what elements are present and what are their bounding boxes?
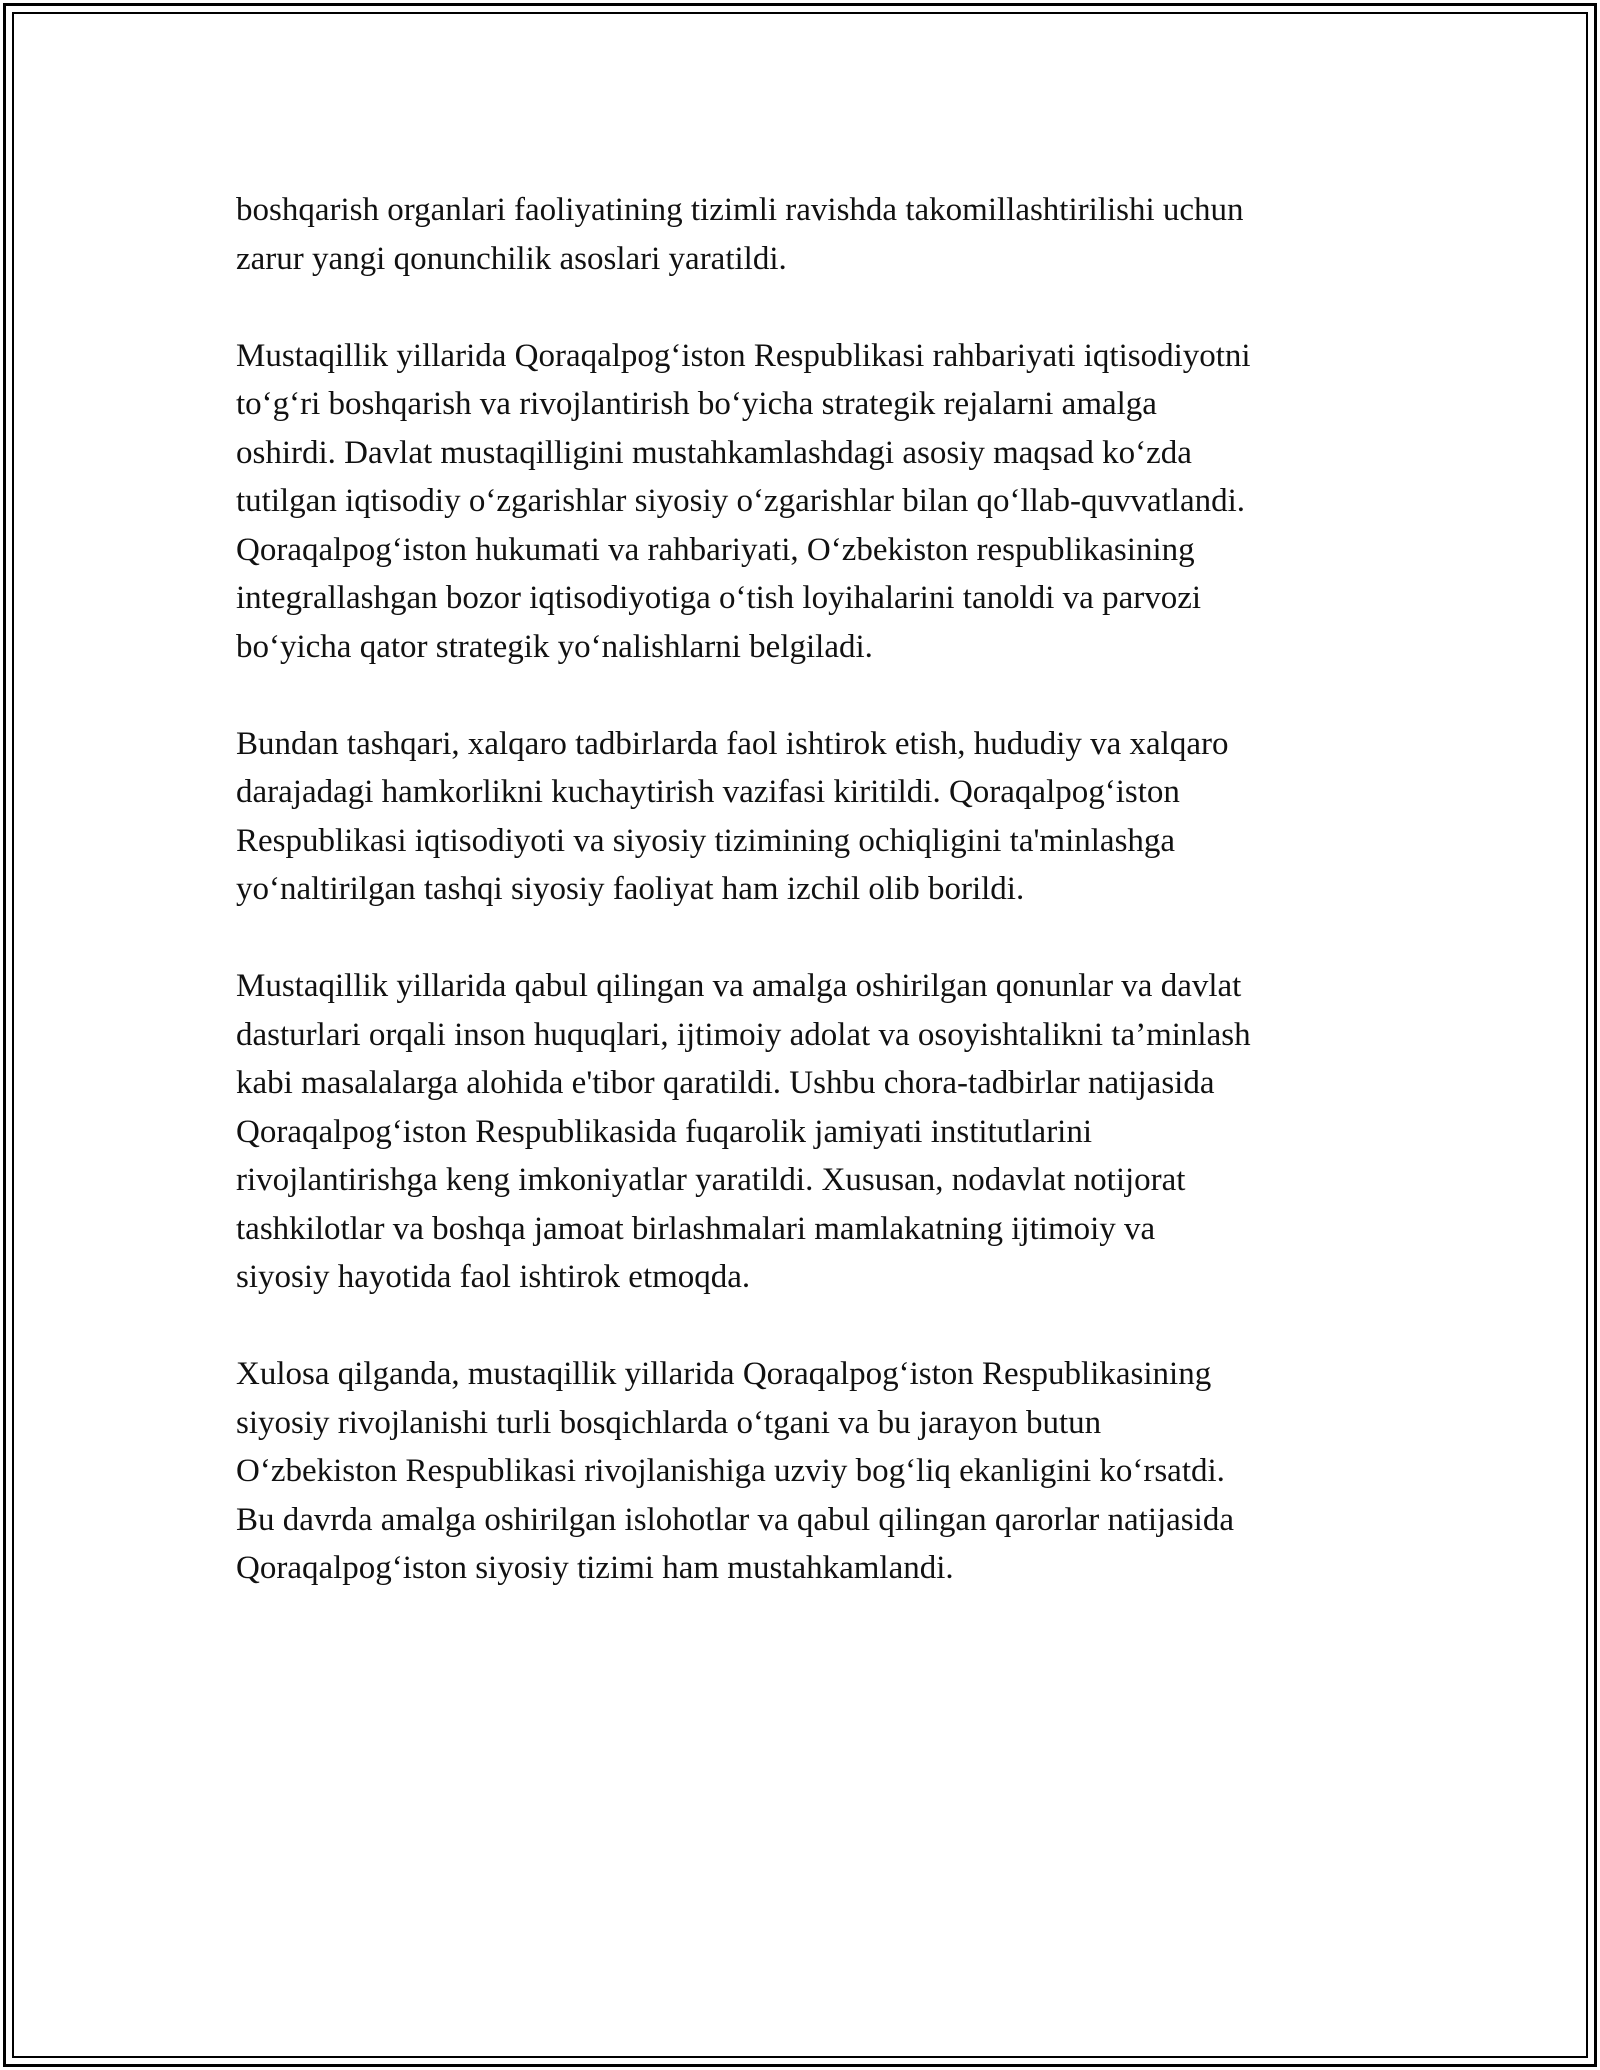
paragraph-4: Mustaqillik yillarida qabul qilingan va amalga oshirilgan qonunlar va davlat dasturlari orqali inson huquqlari, ijtimoiy adolat va osoyishtalikni ta’minlash kabi masalalarga alohida e'tibor qaratildi. Ushbu chora-tadbirlar natijasida Qoraqalpog‘iston Respublikasida fuqarolik jamiyati institutlarini rivojlantirishga keng imkoniyatlar yaratildi. Xususan, nodavlat notijorat tashkilotlar va boshqa jamoat birlashmalari mamlakatning ijtimoiy va siyosiy hayotida faol ishtirok etmoqda.: [236, 968, 1251, 1295]
paragraph-3: Bundan tashqari, xalqaro tadbirlarda faol ishtirok etish, hududiy va xalqaro darajadagi hamkorlikni kuchaytirish vazifasi kiritildi. Qoraqalpog‘iston Respublikasi iqtisodiyoti va siyosiy tizimining ochiqligini ta'minlashga yo‘naltirilgan tashqi siyosiy faoliyat ham izchil olib borildi.: [236, 725, 1229, 907]
paragraph-5: Xulosa qilganda, mustaqillik yillarida Qoraqalpog‘iston Respublikasining siyosiy rivojlanishi turli bosqichlarda o‘tgani va bu jarayon butun O‘zbekiston Respublikasi rivojlanishiga uzviy bog‘liq ekanligini ko‘rsatdi. Bu davrda amalga oshirilgan islohotlar va qabul qilingan qarorlar natijasida Qoraqalpog‘iston siyosiy tizimi ham mustahkamlandi.: [236, 1356, 1234, 1586]
paragraph-1: boshqarish organlari faoliyatining tizimli ravishda takomillashtirilishi uchun zarur yangi qonunchilik asoslari yaratildi.: [236, 192, 1244, 277]
paragraph-2: Mustaqillik yillarida Qoraqalpog‘iston Respublikasi rahbariyati iqtisodiyotni to‘g‘ri boshqarish va rivojlantirish bo‘yicha strategik rejalarni amalga oshirdi. Davlat mustaqilligini mustahkamlashdagi asosiy maqsad ko‘zda tutilgan iqtisodiy o‘zgarishlar siyosiy o‘zgarishlar bilan qo‘llab-quvvatlandi. Qoraqalpog‘iston hukumati va rahbariyati, O‘zbekiston respublikasining integrallashgan bozor iqtisodiyotiga o‘tish loyihalarini tanoldi va parvozi bo‘yicha qator strategik yo‘nalishlarni belgiladi.: [236, 337, 1251, 665]
document-body: [236, 186, 1366, 1641]
